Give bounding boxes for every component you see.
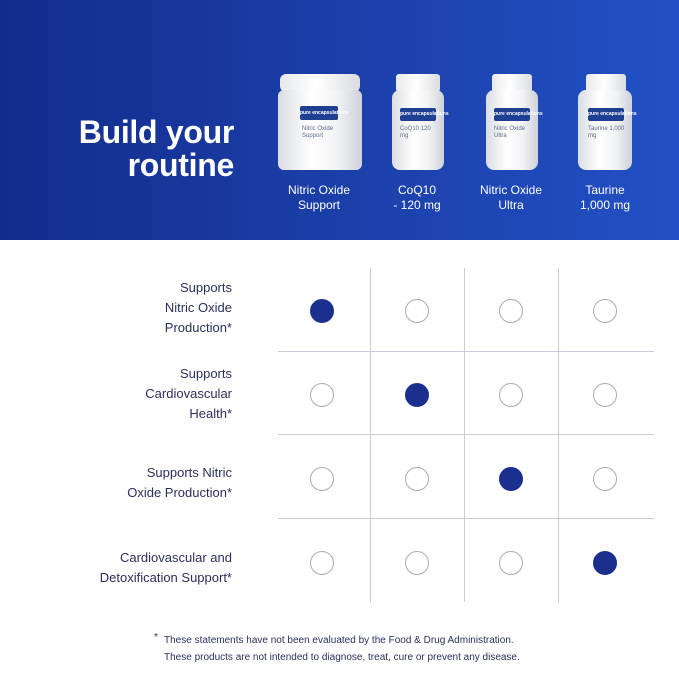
product-image-bottle (372, 70, 462, 180)
brand-logo: pure encapsulations (494, 108, 530, 121)
benefit-indicator-empty (405, 299, 429, 323)
benefit-label: Supports Nitric Oxide Production* (164, 280, 232, 335)
benefit-indicator-empty (405, 467, 429, 491)
grid-divider (278, 518, 654, 519)
benefit-indicator-empty (499, 551, 523, 575)
product-image-bottle (560, 70, 650, 180)
product-label-text: CoQ10 120 mg (400, 126, 431, 139)
benefit-indicator-filled (405, 383, 429, 407)
benefit-indicator-empty (593, 299, 617, 323)
benefit-label: Supports Nitric Oxide Production* (127, 465, 232, 500)
disclaimer (150, 632, 590, 683)
product-name: Nitric Oxide Ultra (479, 183, 542, 212)
benefit-indicator-empty (310, 383, 334, 407)
banner-title: Build your routine (78, 114, 234, 183)
product-image-jar (274, 70, 364, 180)
benefit-indicator-empty (593, 467, 617, 491)
benefit-indicator-empty (310, 551, 334, 575)
brand-logo: pure encapsulations (400, 108, 436, 121)
brand-logo: pure encapsulations (588, 108, 624, 121)
product-name: Nitric Oxide Support (287, 183, 350, 212)
product-name: Taurine 1,000 mg (579, 183, 631, 212)
grid-divider (278, 351, 654, 352)
disclaimer-text: These statements have not been evaluated by the Food & Drug Administration. These products are not intended to diagnose, treat, cure or prevent any disease. (164, 635, 520, 663)
benefit-indicator-filled (310, 299, 334, 323)
grid-divider (464, 268, 465, 602)
benefit-indicator-filled (593, 551, 617, 575)
grid-divider (558, 268, 559, 602)
benefit-indicator-empty (499, 383, 523, 407)
grid-divider (370, 268, 371, 602)
product-image-bottle (466, 70, 556, 180)
grid-divider (278, 434, 654, 435)
product-label-text: Nitric Oxide Ultra (494, 126, 526, 139)
benefit-indicator-empty (310, 467, 334, 491)
benefit-indicator-filled (499, 467, 523, 491)
benefit-indicator-empty (499, 299, 523, 323)
product-name: CoQ10 - 120 mg (393, 183, 441, 212)
benefit-indicator-empty (405, 551, 429, 575)
product-label-text: Taurine 1,000 mg (588, 126, 625, 139)
hero-banner (0, 0, 679, 240)
benefit-indicator-empty (593, 383, 617, 407)
benefit-label: Supports Cardiovascular Health* (145, 366, 232, 421)
product-label-text: Nitric Oxide Support (302, 126, 334, 139)
benefit-label: Cardiovascular and Detoxification Support* (99, 550, 232, 585)
brand-logo: pure encapsulations (300, 106, 338, 120)
footnote-marker: * (154, 632, 158, 643)
